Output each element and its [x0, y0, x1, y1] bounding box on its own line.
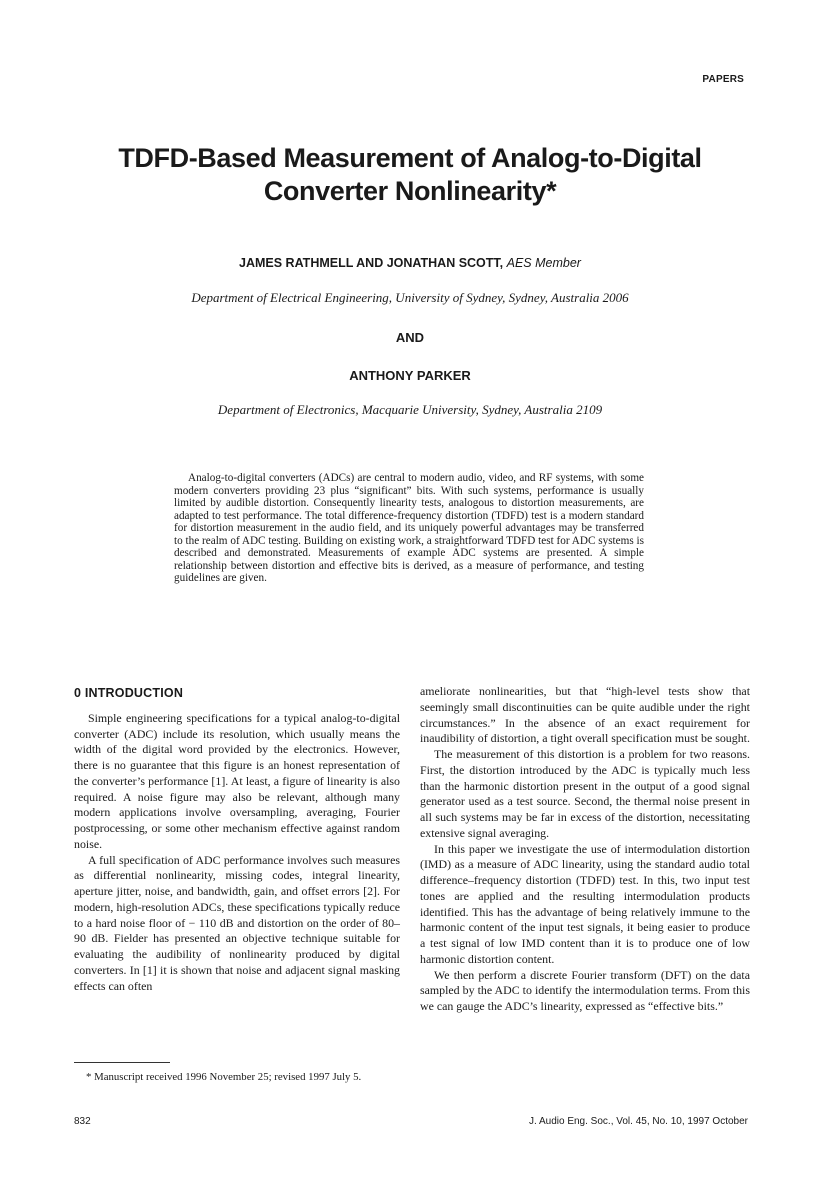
body-column-right — [420, 684, 750, 1015]
page-number: 832 — [74, 1116, 91, 1127]
journal-citation: J. Audio Eng. Soc., Vol. 45, No. 10, 1997 October — [528, 1116, 748, 1127]
body-column-left — [74, 686, 400, 994]
paper-title — [60, 142, 760, 208]
body-paragraph: We then perform a discrete Fourier transform (DFT) on the data sampled by the ADC to identify the intermodulation terms. From this we can gauge the ADC’s linearity, expressed as “effective bits.” — [420, 967, 750, 1013]
body-paragraph: A full specification of ADC performance involves such measures as differential nonlinearity, missing codes, integral linearity, aperture jitter, noise, and bandwidth, gain, and offset errors [2]. For modern, high-resolution ADCs, these specifications typically reduce to a hard noise floor of − 110 dB and distortion on the order of 80–90 dB. Fielder has presented an objective technique suitable for evaluating the audibility of nonlinearity produced by digital converters. In [1] it is shown that noise and adjacent signal masking effects can often — [74, 852, 400, 993]
title-line-2: Converter Nonlinearity* — [263, 176, 557, 206]
author-names-2: ANTHONY PARKER — [349, 368, 471, 383]
footnote: * Manuscript received 1996 November 25; revised 1997 July 5. — [86, 1071, 362, 1083]
section-heading-introduction: 0 INTRODUCTION — [74, 686, 184, 700]
author-separator: AND — [395, 330, 425, 345]
affiliation-2: Department of Electronics, Macquarie University, Sydney, Australia 2109 — [217, 402, 603, 417]
section-label: PAPERS — [702, 74, 744, 85]
footnote-rule — [74, 1062, 170, 1063]
body-paragraph: The measurement of this distortion is a problem for two reasons. First, the distortion introduced by the ADC is typically much less than the harmonic distortion present in the output of a good signal generator used as a test source. Second, the thermal noise present in all such systems may be far in excess of the distortion, necessitating extensive signal averaging. — [420, 747, 750, 840]
body-paragraph: In this paper we investigate the use of intermodulation distortion (IMD) as a measure of ADC linearity, using the standard audio total difference–frequency distortion (TDFD) test. In this, two input test tones are applied and the resulting intermodulation products identified. This has the advantage of being relatively immune to the harmonic content of the input test signals, it being easier to produce a test signal of low IMD content than it is to produce one of low harmonic distortion content. — [420, 841, 750, 966]
aes-member-label: AES Member — [506, 256, 581, 270]
body-paragraph: ameliorate nonlinearities, but that “high-level tests show that seemingly small discontinuities can be quite audible under the right circumstances.” In the absence of an exact requirement for inaudibility of distortion, a tight overall specification must be sought. — [420, 684, 750, 746]
author-line-1 — [60, 256, 760, 270]
body-paragraph: Simple engineering specifications for a typical analog-to-digital converter (ADC) include its resolution, which usually means the width of the digital word provided by the electronics. However, there is no guarantee that this figure is an honest representation of the converter’s performance [1]. At least, a figure of linearity is also required. A noise figure may also be relevant, although many modern applications involve oversampling, averaging, Fourier postprocessing, or some other mechanism effective against random noise. — [74, 710, 400, 851]
abstract: Analog-to-digital converters (ADCs) are central to modern audio, video, and RF systems, with some modern converters providing 23 plus “significant” bits. With such systems, performance is usually limited by audible distortion. Consequently linearity tests, analogous to distortion measurements, are adapted to test performance. The total difference-frequency distortion (TDFD) test is a modern standard for distortion measurement in the audio field, and its uniquely powerful advantages may be transferred to the realm of ADC testing. Building on existing work, a straightforward TDFD test for ADC systems is described and demonstrated. Measurements of example ADC systems are presented. A simple relationship between distortion and effective bits is derived, as a measure of performance, and testing guidelines are given. — [174, 472, 644, 585]
author-names-1: JAMES RATHMELL AND JONATHAN SCOTT, — [239, 256, 504, 270]
title-line-1: TDFD-Based Measurement of Analog-to-Digital — [118, 143, 702, 173]
affiliation-1: Department of Electrical Engineering, University of Sydney, Sydney, Australia 2006 — [191, 290, 629, 305]
